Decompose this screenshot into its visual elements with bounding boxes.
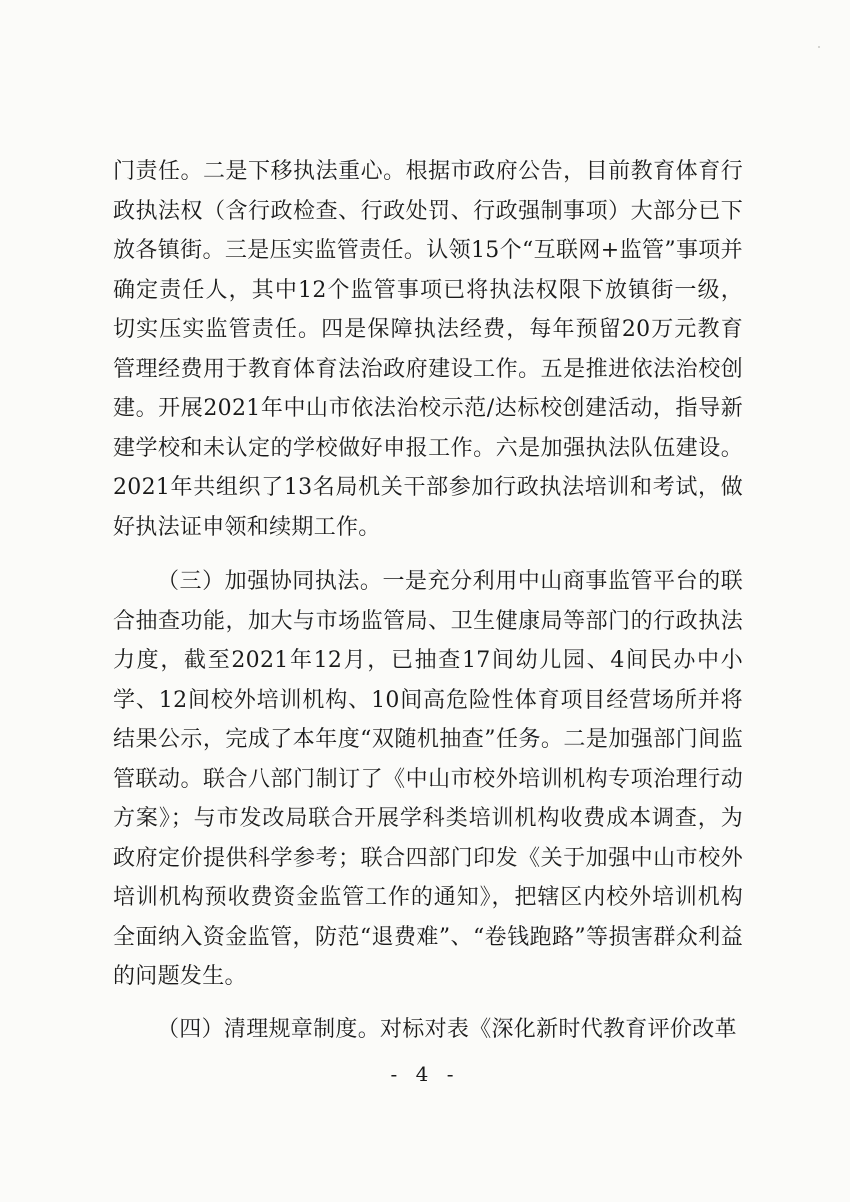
paragraph-coordinated-enforcement: （三）加强协同执法。一是充分利用中山商事监管平台的联合抽查功能，加大与市场监管局、卫生健康局等部门的行政执法力度，截至2021年12月，已抽查17间幼儿园、4间民办中小学、12间校外培训机构、10间高危险性体育项目经营场所并将结果公示，完成了本年度“双随机抽查”任务。二是加强部门间监管联动。联合八部门制订了《中山市校外培训机构专项治理行动方案》；与市发改局联合开展学科类培训机构收费成本调查，为政府定价提供科学参考；联合四部门印发《关于加强中山市校外培训机构预收费资金监管工作的通知》，把辖区内校外培训机构全面纳入资金监管，防范“退费难”、“卷钱跑路”等损害群众利益的问题发生。: [113, 569, 743, 989]
paragraph-clean-up-regulations: （四）清理规章制度。对标对表《深化新时代教育评价改革: [157, 1017, 737, 1042]
page-number: - 4 -: [390, 1062, 460, 1086]
paragraph-continued-responsibility: 门责任。二是下移执法重心。根据市政府公告，目前教育体育行政执法权（含行政检查、行政处罚、行政强制事项）大部分已下放各镇街。三是压实监管责任。认领15个“互联网+监管”事项并确定责任人，其中12个监管事项已将执法权限下放镇街一级，切实压实监管责任。四是保障执法经费，每年预留20万元教育管理经费用于教育体育法治政府建设工作。五是推进依法治校创建。开展2021年中山市依法治校示范/达标校创建活动，指导新建学校和未认定的学校做好申报工作。六是加强执法队伍建设。2021年共组织了13名局机关干部参加行政执法培训和考试，做好执法证申领和续期工作。: [113, 159, 743, 540]
scan-speck: [818, 46, 820, 48]
